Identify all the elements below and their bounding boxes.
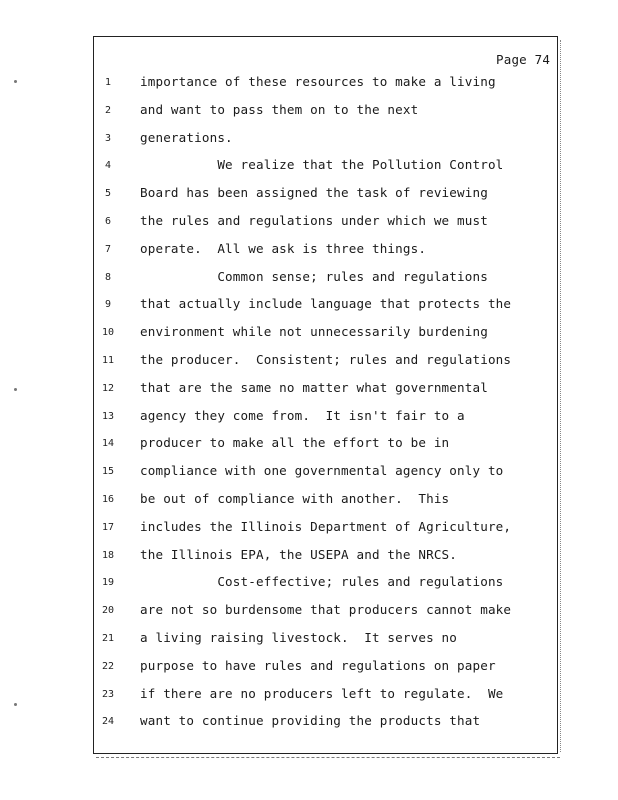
line-text: be out of compliance with another. This [140,491,450,506]
transcript-line [0,74,618,96]
transcript-line [0,658,618,680]
line-text: want to continue providing the products that [140,713,481,729]
line-number: 22 [101,660,115,672]
line-text: operate. All we ask is three things. [140,240,427,256]
line-text: that actually include language that protects the [140,296,512,312]
line-text: the Illinois EPA, the USEPA and the NRCS. [140,546,458,562]
transcript-line [0,296,618,318]
transcript-line [0,519,618,541]
line-text: the rules and regulations under which we must [140,213,488,228]
line-text: a living raising livestock. It serves no [140,630,458,645]
line-text: importance of these resources to make a living [140,74,496,89]
transcript-line [0,324,618,346]
line-text: that are the same no matter what governmental [140,379,488,395]
transcript-line [0,157,618,179]
transcript-line [0,241,618,263]
line-number: 17 [101,521,115,533]
line-text: if there are no producers left to regulate. We [140,685,504,701]
line-text: includes the Illinois Department of Agriculture, [140,518,512,534]
line-text: purpose to have rules and regulations on paper [140,657,496,673]
transcript-line [0,630,618,652]
line-number: 4 [104,160,112,172]
line-number: 7 [104,243,112,255]
line-number: 6 [104,216,112,227]
transcript-line [0,185,618,207]
transcript-line [0,686,618,708]
line-number: 24 [101,716,115,728]
line-number: 2 [104,104,112,116]
transcript-line [0,269,618,291]
line-number: 3 [104,132,112,144]
line-text: Board has been assigned the task of reviewing [140,185,488,201]
line-number: 23 [101,688,115,700]
line-text: the producer. Consistent; rules and regulations [140,352,512,367]
transcript-line [0,102,618,124]
line-text: generations. [140,129,233,145]
line-number: 14 [101,438,115,450]
line-number: 5 [104,188,112,200]
line-number: 8 [104,271,112,283]
line-number: 11 [101,355,115,366]
line-number: 10 [101,327,115,339]
transcript-line [0,435,618,457]
line-text: and want to pass them on to the next [140,101,419,117]
line-number: 12 [101,382,115,394]
page-number: Page 74 [496,52,551,67]
transcript-line [0,380,618,402]
transcript-line [0,602,618,624]
transcript-line [0,574,618,596]
line-number: 9 [104,299,112,311]
transcript-line [0,463,618,485]
transcript-line [0,352,618,374]
line-number: 21 [101,633,115,644]
line-number: 15 [101,466,115,478]
line-number: 18 [101,549,115,561]
transcript-line [0,491,618,513]
line-text: environment while not unnecessarily burdening [140,324,488,340]
line-text: Common sense; rules and regulations [140,268,488,284]
line-number: 20 [101,605,115,617]
line-number: 1 [104,77,112,88]
line-number: 19 [101,577,115,589]
transcript-line [0,713,618,735]
line-text: agency they come from. It isn't fair to a [140,407,465,423]
scan-bottom-noise [96,757,560,760]
line-text: producer to make all the effort to be in [140,435,450,451]
line-text: Cost-effective; rules and regulations [140,574,504,590]
transcript-line [0,130,618,152]
line-text: are not so burdensome that producers cannot make [140,602,512,618]
transcript-line [0,547,618,569]
line-number: 13 [101,410,115,422]
transcript-line [0,408,618,430]
line-text: We realize that the Pollution Control [140,157,504,173]
line-text: compliance with one governmental agency only to [140,463,504,479]
transcript-line [0,213,618,235]
line-number: 16 [101,494,115,505]
